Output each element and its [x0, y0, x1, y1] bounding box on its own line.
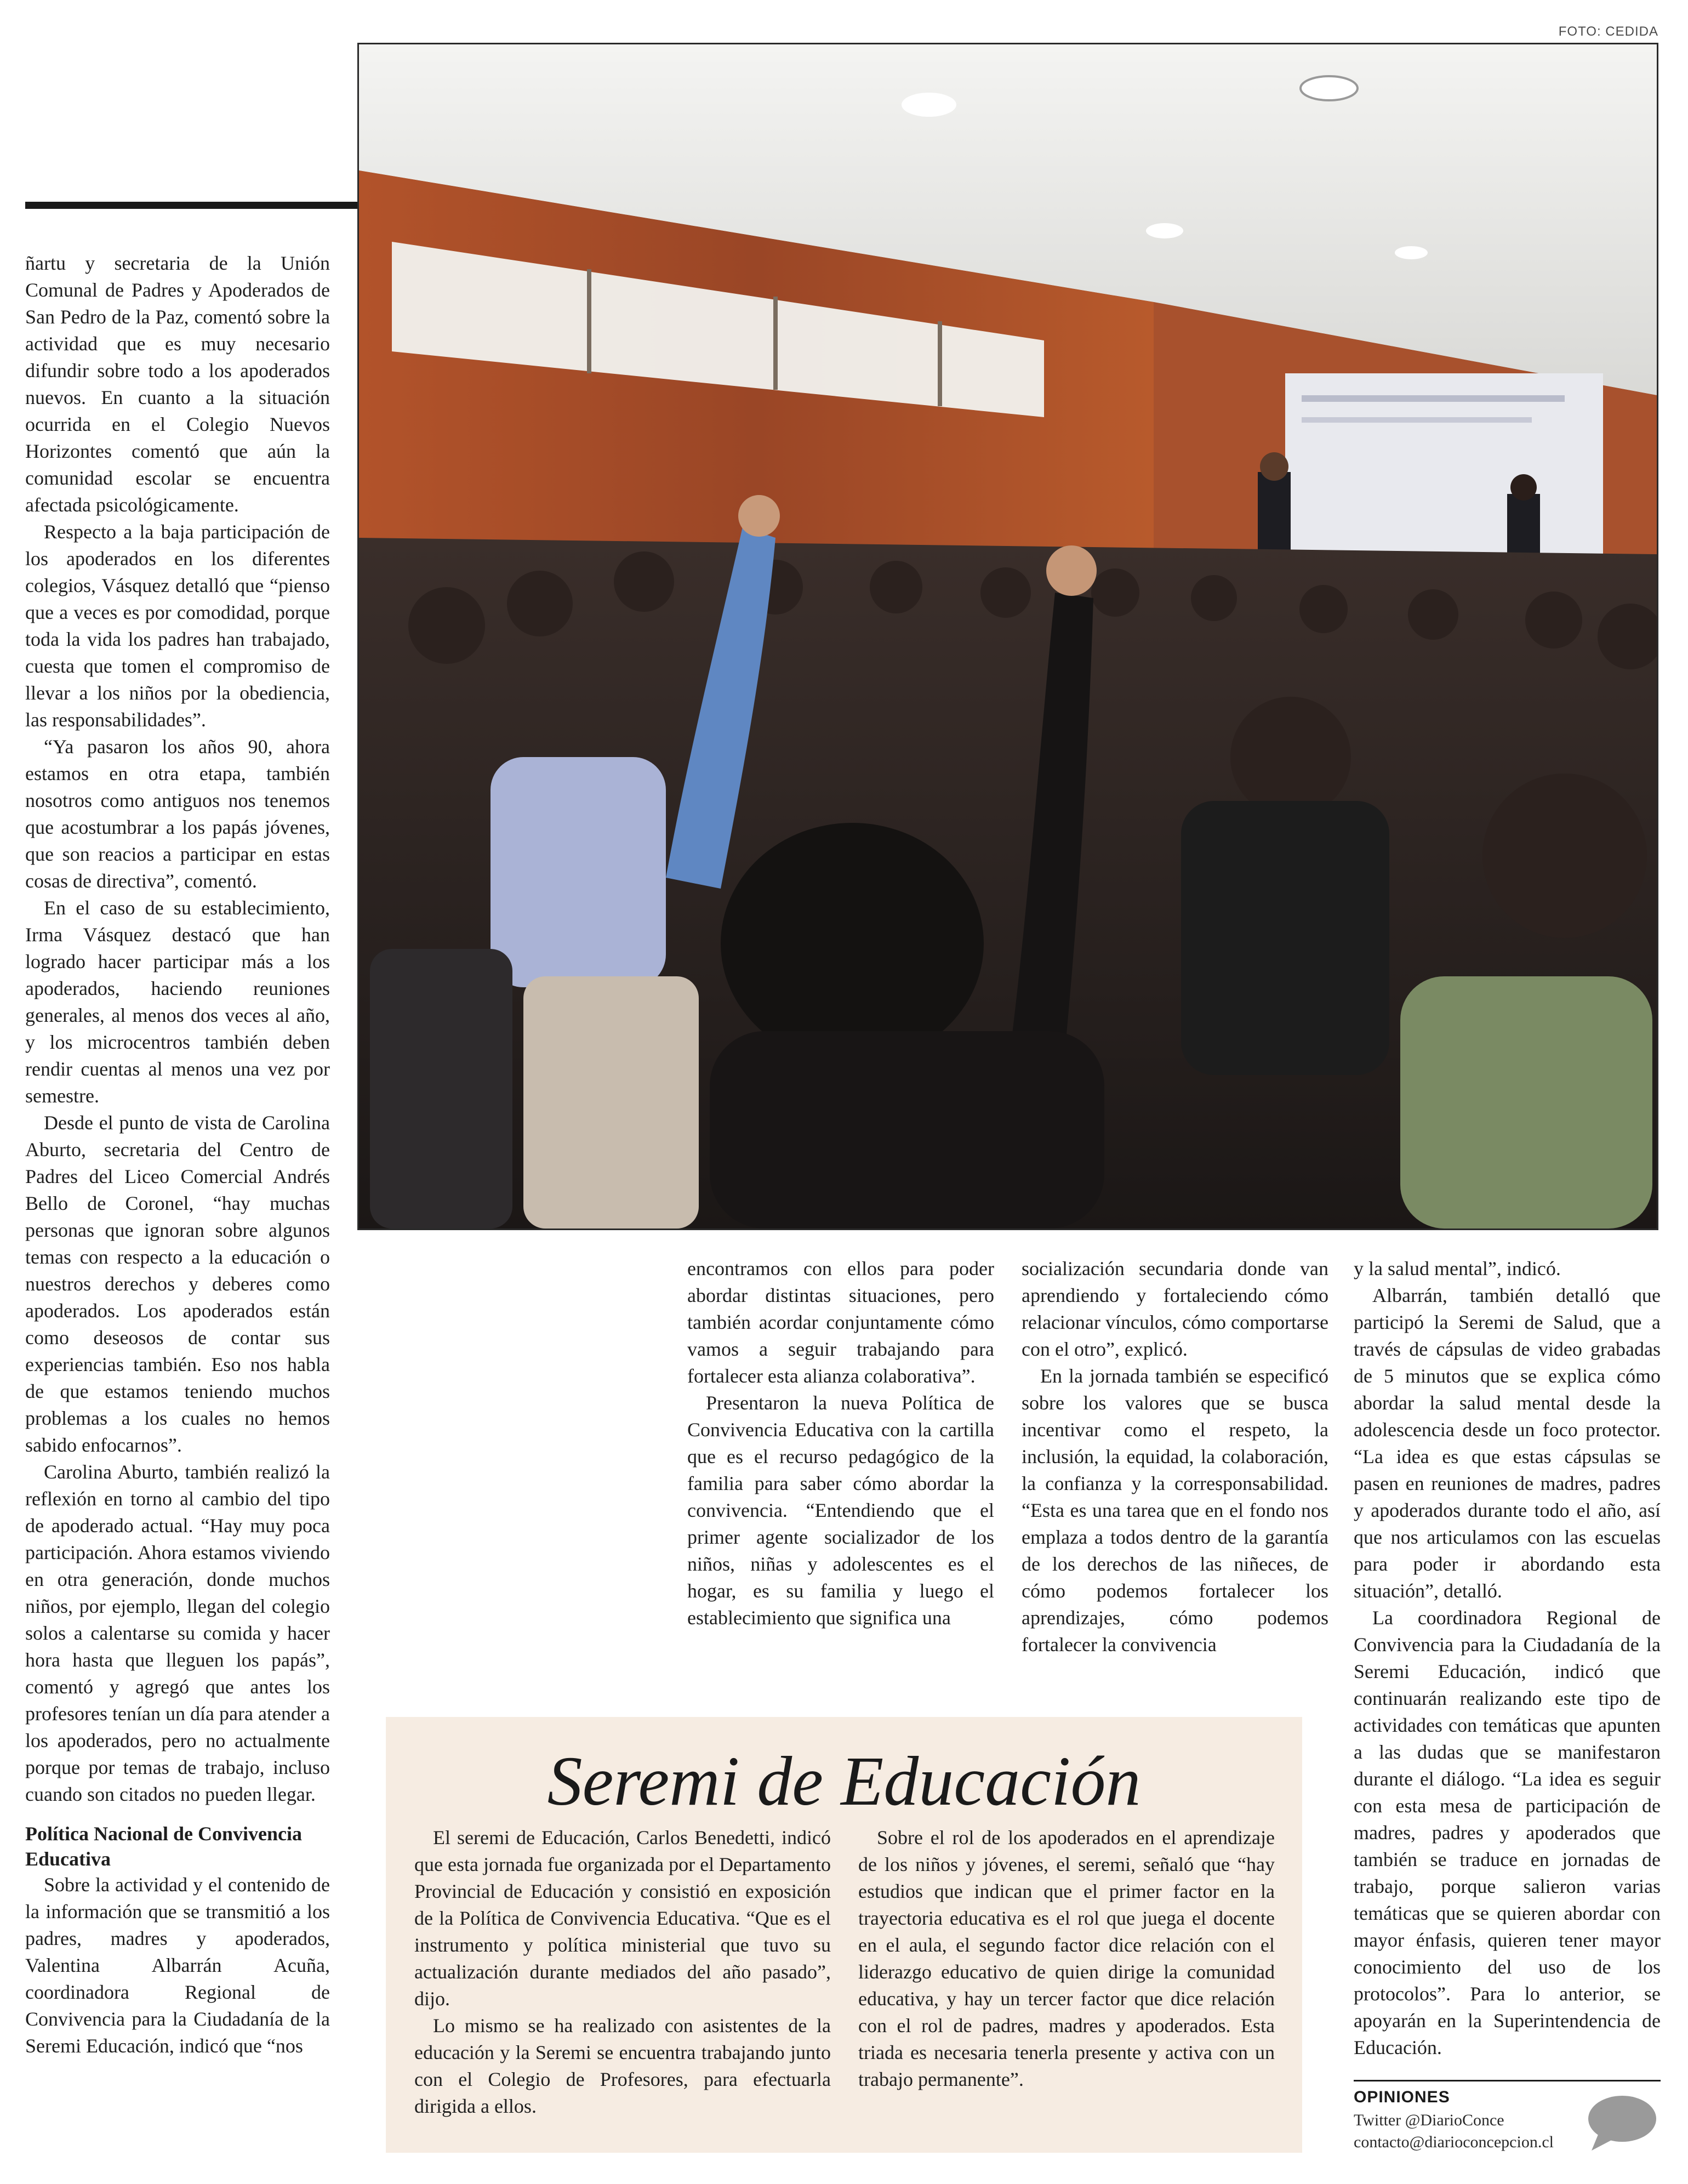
classroom-photo-illustration	[359, 44, 1657, 1228]
paragraph: En el caso de su establecimiento, Irma Vásquez destacó que han logrado hacer participar más a los apoderados, haciendo reuniones generales, al menos dos veces al año, y los microcentros también deben rendir cuentas al menos una vez por semestre.	[25, 897, 330, 1107]
box-column-right	[858, 1824, 1275, 2093]
paragraph: Desde el punto de vista de Carolina Aburto, secretaria del Centro de Padres del Liceo Comercial Andrés Bello de Coronel, “hay muchas personas que ignoran sobre algunos temas con respecto a la educación o nuestros derechos y deberes como apoderados. Los apoderados están como deseosos de contar sus experiencias también. Eso nos habla de que estamos teniendo muchos problemas a los cuales no hemos sabido enfocarnos”.	[25, 1112, 330, 1456]
column-top-rule	[25, 202, 357, 209]
paragraph: En la jornada también se especificó sobre los valores que se busca incentivar como el respeto, la inclusión, la equidad, la colaboración, la confianza y la corresponsabilidad. “Esta es una tarea que en el fondo nos emplaza a todos dentro de la garantía de los derechos de las niñeces, de cómo podemos fortalecer los aprendizajes, cómo podemos fortalecer la convivencia	[1022, 1365, 1328, 1656]
subheading: Política Nacional de Convivencia Educativa	[25, 1823, 302, 1870]
twitter-handle[interactable]: Twitter @DiarioConce	[1354, 2111, 1504, 2129]
paragraph: Albarrán, también detalló que participó la Seremi de Salud, que a través de cápsulas de video grabadas de 5 minutos que se explica cómo abordar la salud mental desde la adolescencia desde un foco protector. “La idea es que estas cápsulas se pasen en reuniones de madres, padres y apoderados durante todo el año, así que nos articulamos con las escuelas para poder ir abordando esta situación”, detalló.	[1354, 1284, 1661, 1602]
article-column-3	[1022, 1255, 1328, 1658]
paragraph: socialización secundaria donde van aprendiendo y fortaleciendo cómo relacionar vínculos, cómo comportarse con el otro”, explicó.	[1022, 1258, 1328, 1360]
paragraph: y la salud mental”, indicó.	[1354, 1258, 1561, 1279]
opiniones-block	[1354, 2080, 1661, 2164]
box-title: Seremi de Educación	[547, 1742, 1141, 1820]
opiniones-label: OPINIONES	[1354, 2088, 1450, 2106]
paragraph: El seremi de Educación, Carlos Benedetti, indicó que esta jornada fue organizada por el Departamento Provincial de Educación y consistió en exposición de la Política de Convivencia Educativa. “Que es el instrumento y política ministerial que tuvo su actualización durante mediados del año pasado”, dijo.	[414, 1827, 831, 2010]
article-photo	[357, 43, 1658, 1230]
speech-bubble-icon	[1584, 2092, 1658, 2153]
paragraph: Presentaron la nueva Política de Convivencia Educativa con la cartilla que es el recurso pedagógico de la familia para saber cómo abordar la convivencia. “Entendiendo que el primer agente socializador de los niños, niñas y adolescentes es el hogar, es su familia y luego el establecimiento que significa una	[687, 1392, 994, 1629]
photo-credit: FOTO: CEDIDA	[1558, 24, 1658, 39]
sidebar-box	[386, 1717, 1302, 2153]
paragraph: Carolina Aburto, también realizó la reflexión en torno al cambio del tipo de apoderado actual. “Hay muy poca participación. Ahora estamos viviendo en otra generación, donde muchos niños, por ejemplo, llegan del colegio solos a calentarse su comida y hacer hora hasta que lleguen los papás”, comentó y agregó que antes los profesores tenían un día para atender a los apoderados, pero no actualmente porque por temas de trabajo, incluso cuando son citados no pueden llegar.	[25, 1461, 330, 1805]
contact-email[interactable]: contacto@diarioconcepcion.cl	[1354, 2133, 1554, 2151]
box-column-left	[414, 1824, 831, 2120]
paragraph: Respecto a la baja participación de los apoderados en los diferentes colegios, Vásquez detalló que “pienso que a veces es por comodidad, porque toda la vida los padres han trabajado, cuesta que tomen el compromiso de llevar a los niños por la obediencia, las responsabilidades”.	[25, 521, 330, 731]
article-column-1	[25, 250, 330, 2060]
paragraph: encontramos con ellos para poder abordar distintas situaciones, pero también acordar conjuntamente cómo vamos a seguir trabajando para fortalecer esta alianza colaborativa”.	[687, 1258, 994, 1387]
article-column-2	[687, 1255, 994, 1631]
paragraph: Sobre el rol de los apoderados en el aprendizaje de los niños y jóvenes, el seremi, señaló que “hay estudios que indican que el primer factor en la trayectoria educativa es el rol que juega el docente en el aula, el segundo factor dice relación con el liderazgo educativo de quien dirige la comunidad educativa, y hay un tercer factor que dice relación con el rol de padres, madres y apoderados. Esta triada es necesaria tenerla presente y activa con un trabajo permanente”.	[858, 1827, 1275, 2090]
paragraph: La coordinadora Regional de Convivencia para la Ciudadanía de la Seremi Educación, indicó que continuarán realizando este tipo de actividades con temáticas que apunten a las dudas que se manifestaron durante el diálogo. “La idea es seguir con esta mesa de participación de madres, padres y apoderados que también se traduce en jornadas de trabajo, porque salieron varias temáticas que se quieren abordar con mayor énfasis, quieren tener mayor conocimiento del uso de los protocolos”. Para lo anterior, se apoyarán en la Superintendencia de Educación.	[1354, 1607, 1661, 2058]
paragraph: Sobre la actividad y el contenido de la información que se transmitió a los padres, madres y apoderados, Valentina Albarrán Acuña, coordinadora Regional de Convivencia para la Ciudadanía de la Seremi Educación, indicó que “nos	[25, 1874, 330, 2057]
article-column-4	[1354, 1255, 1661, 2061]
paragraph: ñartu y secretaria de la Unión Comunal de Padres y Apoderados de San Pedro de la Paz, comentó sobre la actividad que es muy necesario difundir sobre todo a los apoderados nuevos. En cuanto a la situación ocurrida en el Colegio Nuevos Horizontes comentó que aún la comunidad escolar se encuentra afectada psicológicamente.	[25, 252, 330, 516]
paragraph: Lo mismo se ha realizado con asistentes de la educación y la Seremi se encuentra trabajando junto con el Colegio de Profesores, para efectuarla dirigida a ellos.	[414, 2015, 831, 2117]
paragraph: “Ya pasaron los años 90, ahora estamos en otra etapa, también nosotros como antiguos nos tenemos que acostumbrar a los papás jóvenes, que son reacios a participar en estas cosas de directiva”, comentó.	[25, 736, 330, 892]
